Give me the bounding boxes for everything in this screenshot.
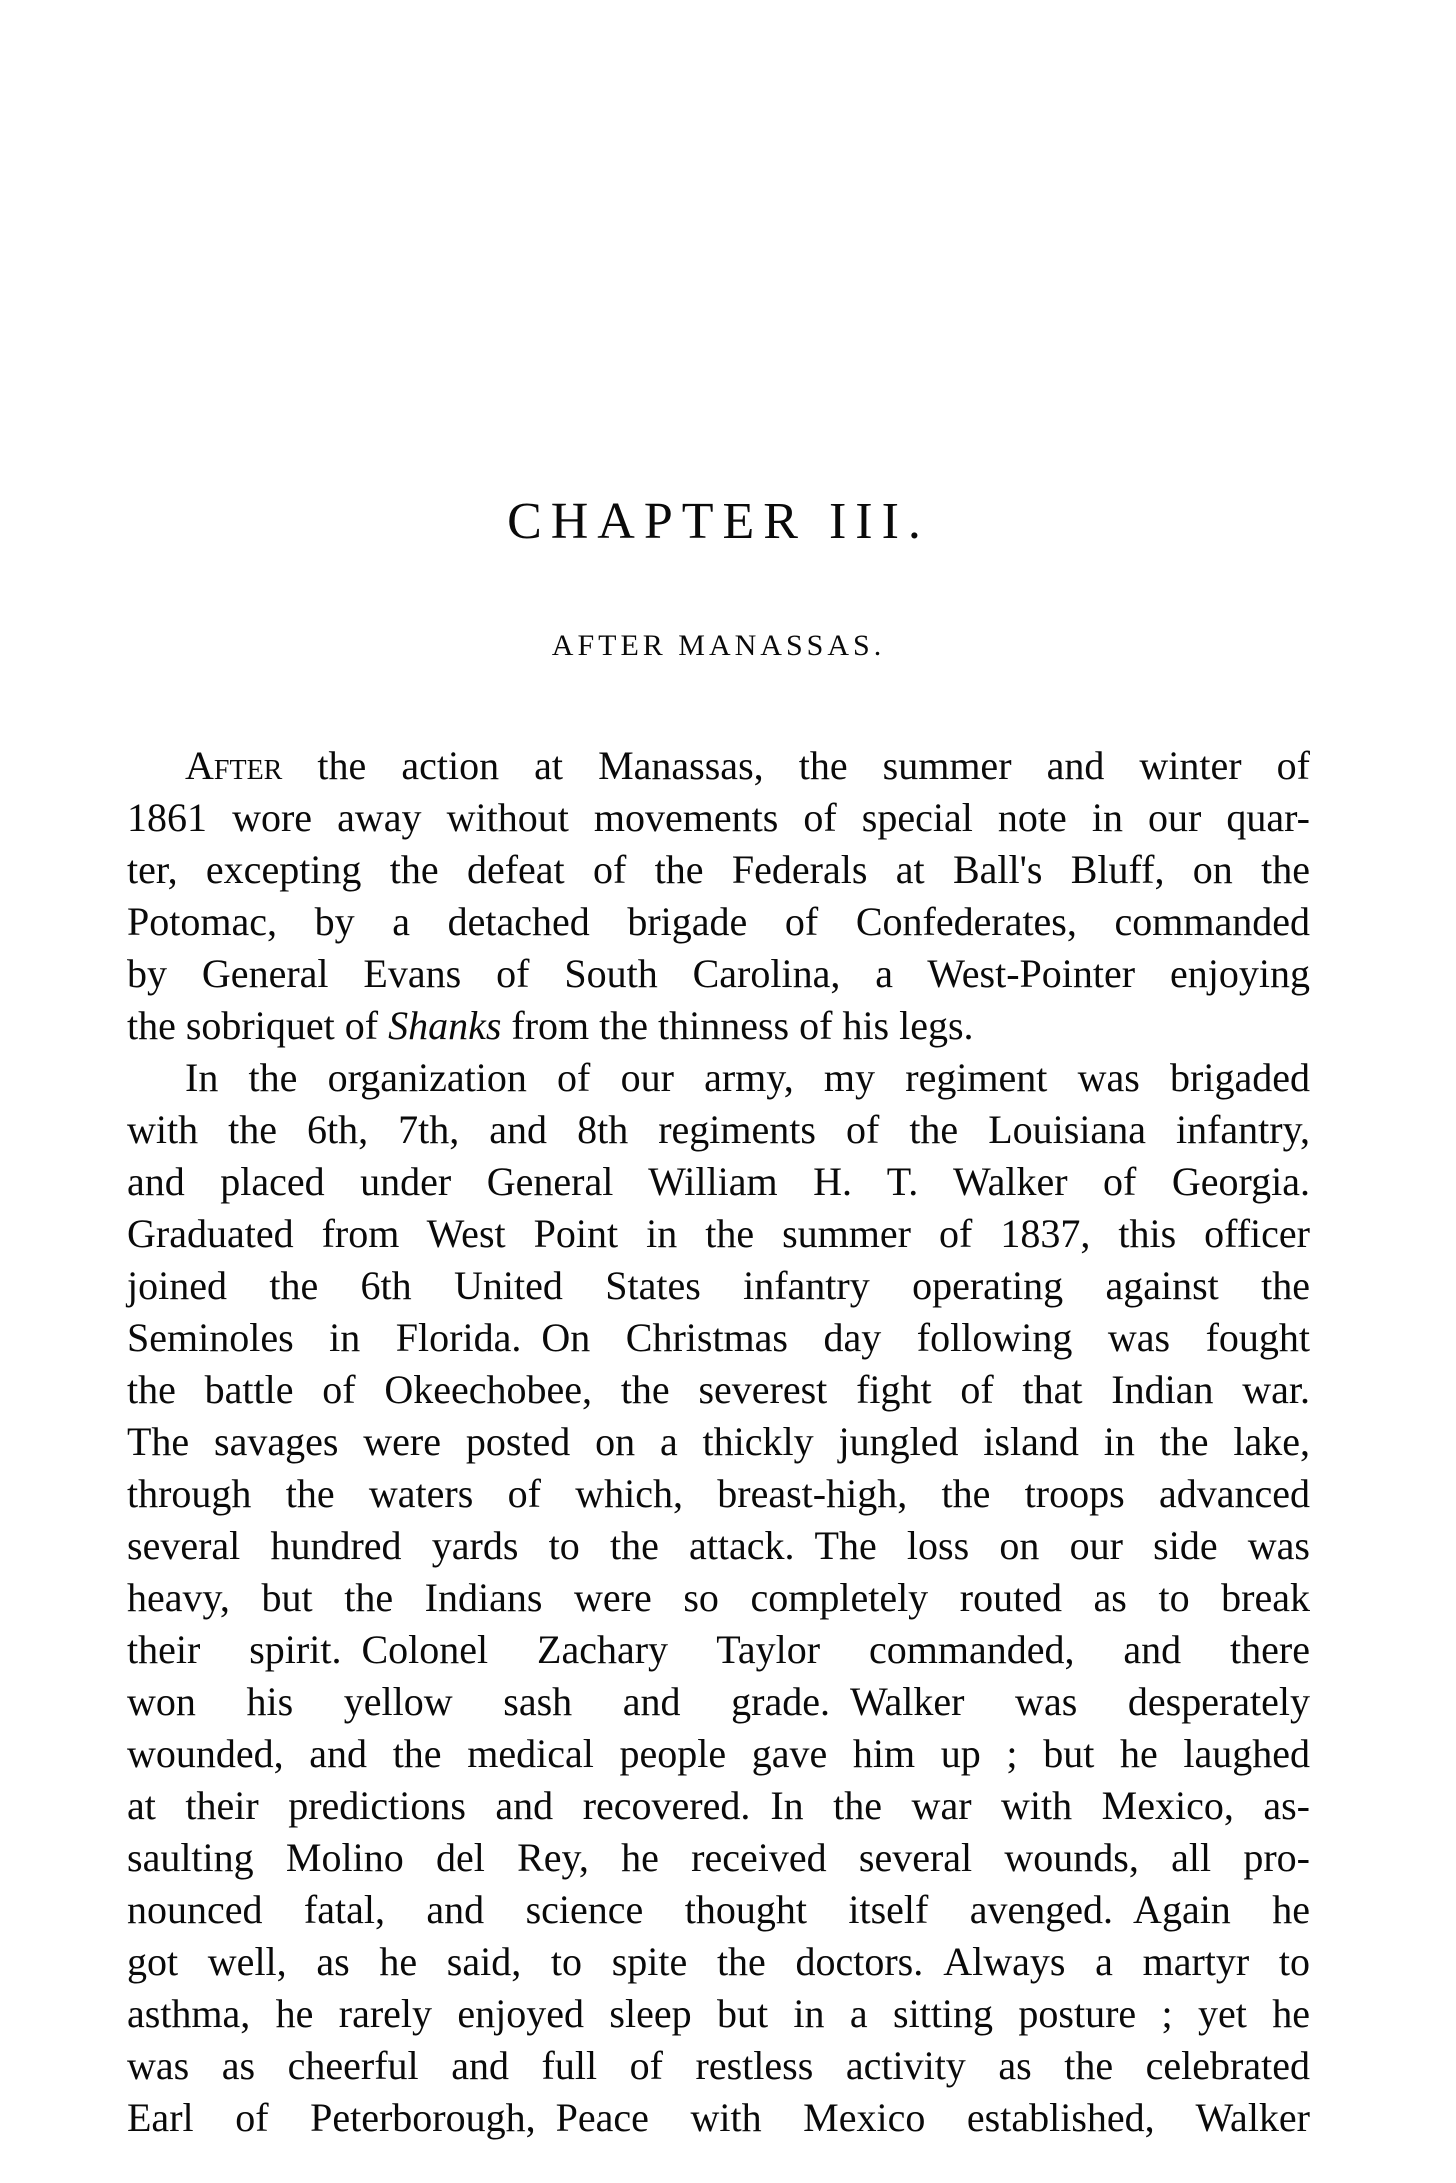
- text-segment: got well, as he said, to spite the doctors. Always a martyr to: [127, 1939, 1310, 1984]
- text-segment: the sobriquet of: [127, 1003, 389, 1048]
- section-subheading: AFTER MANASSAS.: [551, 629, 886, 662]
- text-segment: Seminoles in Florida. On Christmas day following was fought: [127, 1315, 1310, 1360]
- text-segment: heavy, but the Indians were so completely routed as to break: [127, 1575, 1310, 1620]
- smallcaps-word: After: [185, 743, 283, 788]
- text-line: [127, 2040, 1310, 2092]
- text-line: [127, 1832, 1310, 1884]
- text-segment: wounded, and the medical people gave him up ; but he laughed: [127, 1731, 1310, 1776]
- text-segment: ter, excepting the defeat of the Federals at Ball's Bluff, on the: [127, 847, 1310, 892]
- text-segment: by General Evans of South Carolina, a West-Pointer enjoying: [127, 951, 1310, 996]
- text-line: [127, 1676, 1310, 1728]
- text-segment: several hundred yards to the attack. The loss on our side was: [127, 1523, 1310, 1568]
- text-segment: through the waters of which, breast-high, the troops advanced: [127, 1471, 1310, 1516]
- text-line: [127, 1468, 1310, 1520]
- text-line: [127, 1884, 1310, 1936]
- text-segment: the action at Manassas, the summer and winter of: [282, 743, 1310, 788]
- text-segment: Earl of Peterborough, Peace with Mexico established, Walker: [127, 2095, 1310, 2140]
- text-line: [127, 1156, 1310, 1208]
- text-line: [127, 1208, 1310, 1260]
- text-segment: won his yellow sash and grade. Walker was desperately: [127, 1679, 1310, 1724]
- text-line: [127, 1312, 1310, 1364]
- text-segment: from the thinness of his legs.: [501, 1003, 974, 1048]
- text-line: [127, 2092, 1310, 2144]
- text-segment: and placed under General William H. T. Walker of Georgia.: [127, 1159, 1310, 1204]
- text-line: [127, 1364, 1310, 1416]
- text-segment: was as cheerful and full of restless activity as the celebrated: [127, 2043, 1310, 2088]
- text-line: [127, 1416, 1310, 1468]
- text-line: [127, 1988, 1310, 2040]
- text-segment: Graduated from West Point in the summer of 1837, this officer: [127, 1211, 1310, 1256]
- text-line: [127, 1260, 1310, 1312]
- text-segment: their spirit. Colonel Zachary Taylor commanded, and there: [127, 1627, 1310, 1672]
- text-segment: In the organization of our army, my regiment was brigaded: [185, 1055, 1310, 1100]
- text-segment: the battle of Okeechobee, the severest fight of that Indian war.: [127, 1367, 1310, 1412]
- text-line: [127, 1728, 1310, 1780]
- chapter-heading: CHAPTER III.: [507, 493, 930, 550]
- text-line: [127, 740, 1310, 792]
- italic-word: Shanks: [388, 1003, 502, 1048]
- text-line: [127, 844, 1310, 896]
- body-text: [127, 740, 1310, 2144]
- text-segment: asthma, he rarely enjoyed sleep but in a sitting posture ; yet he: [127, 1991, 1310, 2036]
- text-segment: at their predictions and recovered. In the war with Mexico, as-: [127, 1783, 1310, 1828]
- text-segment: joined the 6th United States infantry operating against the: [127, 1263, 1310, 1308]
- text-line: [127, 896, 1310, 948]
- text-line: [127, 1000, 1310, 1052]
- text-line: [127, 1052, 1310, 1104]
- text-line: [127, 1104, 1310, 1156]
- text-segment: nounced fatal, and science thought itself avenged. Again he: [127, 1887, 1310, 1932]
- text-line: [127, 1572, 1310, 1624]
- text-line: [127, 1520, 1310, 1572]
- text-line: [127, 1780, 1310, 1832]
- text-segment: Potomac, by a detached brigade of Confederates, commanded: [127, 899, 1310, 944]
- text-line: [127, 792, 1310, 844]
- text-segment: 1861 wore away without movements of special note in our quar-: [127, 795, 1310, 840]
- text-segment: with the 6th, 7th, and 8th regiments of the Louisiana infantry,: [127, 1107, 1310, 1152]
- text-line: [127, 948, 1310, 1000]
- text-segment: The savages were posted on a thickly jungled island in the lake,: [127, 1419, 1310, 1464]
- text-line: [127, 1624, 1310, 1676]
- text-line: [127, 1936, 1310, 1988]
- text-segment: saulting Molino del Rey, he received several wounds, all pro-: [127, 1835, 1310, 1880]
